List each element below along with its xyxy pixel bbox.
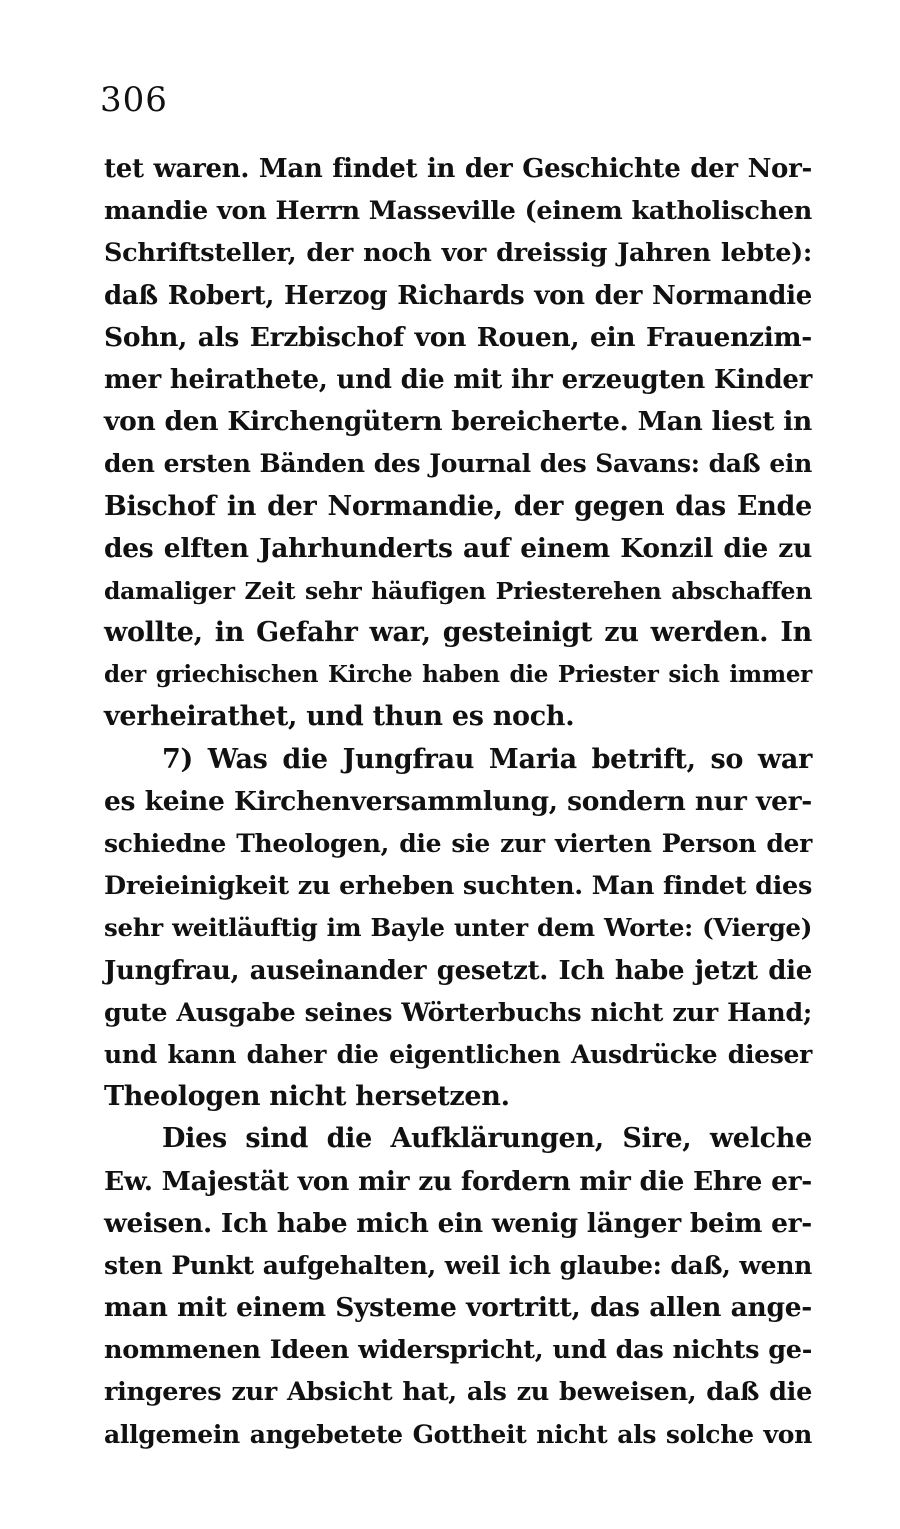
text-line: tet waren. Man findet in der Geschichte der Nor- [104,154,812,184]
text-line: ringeres zur Absicht hat, als zu beweisen, daß die [104,1377,812,1408]
text-line: gute Ausgabe seines Wörterbuchs nicht zur Hand; [104,997,812,1028]
text-line: Sohn, als Erzbischof von Rouen, ein Frauenzim- [104,321,812,353]
text-line: Schriftsteller, der noch vor dreissig Jahren lebte): [104,238,812,269]
text-line: 7) Was die Jungfrau Maria betrift, so war [162,743,812,775]
text-line: mandie von Herrn Masseville (einem katholischen [104,196,812,227]
text-line: nommenen Ideen widerspricht, und das nichts ge- [104,1335,812,1366]
text-line: sehr weitläuftig im Bayle unter dem Worte: (Vierge) [104,913,812,943]
text-line: Jungfrau, auseinander gesetzt. Ich habe jetzt die [104,955,812,986]
text-line: schiedne Theologen, die sie zur vierten Person der [104,829,812,858]
text-line: von den Kirchengütern bereicherte. Man liest in [104,406,812,438]
text-line: mer heirathete, und die mit ihr erzeugten Kinder [104,364,812,395]
text-line: den ersten Bänden des Journal des Savans: daß ein [104,449,812,479]
text-line: Theologen nicht hersetzen. [104,1081,510,1113]
text-line: und kann daher die eigentlichen Ausdrücke dieser [104,1039,812,1069]
page-number: 306 [100,80,168,120]
text-line: weisen. Ich habe mich ein wenig länger beim er- [104,1207,812,1239]
text-line: verheirathet, und thun es noch. [104,701,575,733]
text-line: daß Robert, Herzog Richards von der Normandie [104,280,812,311]
text-line: man mit einem Systeme vortritt, das allen ange- [104,1292,812,1324]
text-line: Dreieinigkeit zu erheben suchten. Man findet dies [104,871,812,902]
text-line: Ew. Majestät von mir zu fordern mir die Ehre er- [104,1165,812,1197]
text-line: der griechischen Kirche haben die Priester sich immer [104,661,812,689]
text-line: allgemein angebetete Gottheit nicht als solche von [104,1419,812,1449]
text-line: des elften Jahrhunderts auf einem Konzil die zu [104,532,812,564]
text-line: es keine Kirchenversammlung, sondern nur ver- [104,785,812,817]
text-line: Bischof in der Normandie, der gegen das Ende [104,490,812,522]
text-line: sten Punkt aufgehalten, weil ich glaube: daß, wenn [104,1250,812,1280]
text-line: Dies sind die Aufklärungen, Sire, welche [162,1123,812,1155]
text-line: wollte, in Gefahr war, gesteinigt zu werden. In [104,617,812,649]
text-line: damaliger Zeit sehr häufigen Priesterehen abschaffen [104,576,812,605]
body-text [104,148,812,1456]
